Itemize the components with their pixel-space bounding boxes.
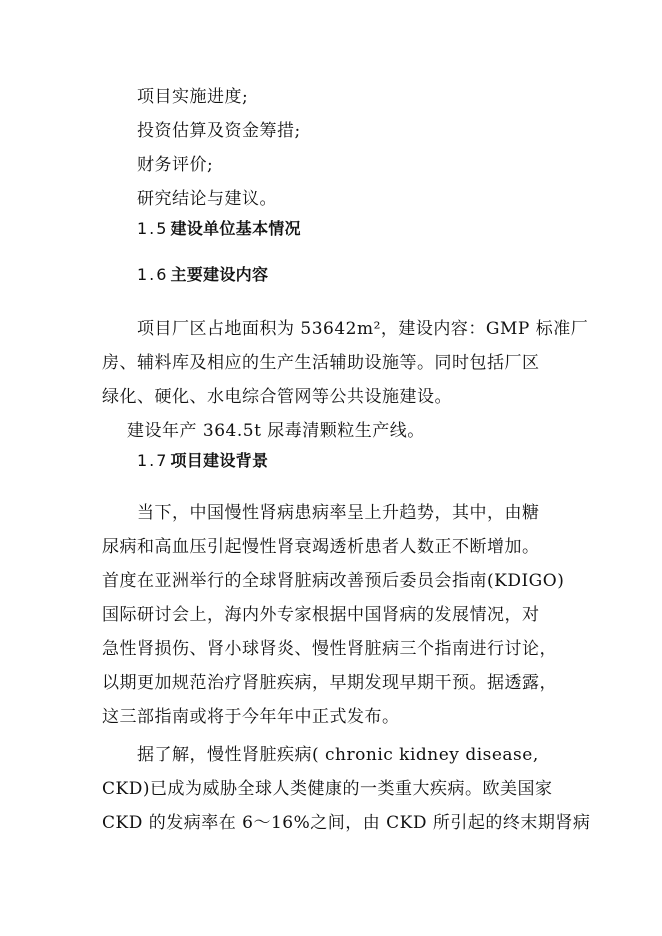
paragraph-line: 房、辅料库及相应的生产生活辅助设施等。同时包括厂区 [102, 353, 540, 373]
paragraph-line: 急性肾损伤、肾小球肾炎、慢性肾脏病三个指南进行讨论， [102, 639, 557, 659]
paragraph-line: 尿病和高血压引起慢性肾衰竭透析患者人数正不断增加。 [102, 537, 540, 557]
list-item: 投资估算及资金筹措; [137, 121, 301, 141]
list-item: 财务评价; [137, 155, 214, 175]
paragraph-line: 国际研讨会上，海内外专家根据中国肾病的发展情况，对 [102, 605, 540, 625]
paragraph-line: 当下，中国慢性肾病患病率呈上升趋势，其中，由糖 [137, 503, 540, 523]
section-number: 1.7 [137, 451, 169, 470]
paragraph-line: CKD 的发病率在 6～16%之间，由 CKD 所引起的终末期肾病 [102, 813, 591, 833]
paragraph-line: 据了解，慢性肾脏疾病( chronic kidney disease, [137, 745, 539, 765]
paragraph-line: 项目厂区占地面积为 53642m²，建设内容：GMP 标准厂 [137, 319, 589, 339]
paragraph-line: 绿化、硬化、水电综合管网等公共设施建设。 [102, 387, 452, 407]
section-number: 1.5 [137, 219, 169, 238]
section-title: 项目建设背景 [170, 451, 269, 470]
paragraph-line: 建设年产 364.5t 尿毒清颗粒生产线。 [127, 421, 425, 441]
list-item: 项目实施进度; [137, 87, 249, 107]
section-heading-1-7 [137, 450, 268, 472]
section-title: 主要建设内容 [170, 265, 269, 284]
section-heading-1-6 [137, 264, 268, 286]
list-item: 研究结论与建议。 [137, 189, 277, 209]
paragraph-line: CKD)已成为威胁全球人类健康的一类重大疾病。欧美国家 [102, 779, 553, 799]
section-number: 1.6 [137, 265, 169, 284]
section-title: 建设单位基本情况 [170, 219, 301, 238]
paragraph-line: 这三部指南或将于今年年中正式发布。 [102, 707, 400, 727]
paragraph-line: 以期更加规范治疗肾脏疾病，早期发现早期干预。据透露， [102, 673, 557, 693]
paragraph-line: 首度在亚洲举行的全球肾脏病改善预后委员会指南(KDIGO) [102, 571, 565, 591]
section-heading-1-5 [137, 218, 301, 240]
